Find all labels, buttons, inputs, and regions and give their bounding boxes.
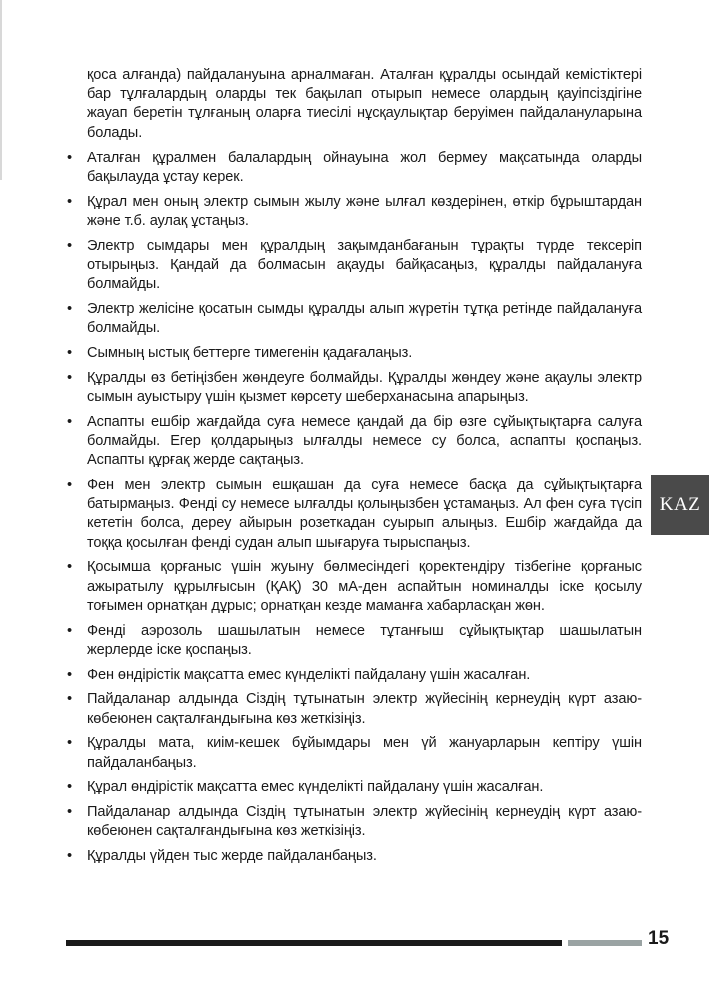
bullet-item <box>66 734 642 772</box>
language-tab-kaz: KAZ <box>651 475 709 535</box>
bullet-icon: • <box>67 559 73 576</box>
bullet-icon: • <box>67 149 73 166</box>
bullet-item <box>66 300 642 338</box>
bullet-text: Құралды мата, киім-кешек бұйымдары мен үй жануарларын кептіру үшін пайдаланбаңыз. <box>87 735 642 771</box>
footer-rule-light <box>568 940 642 946</box>
bullet-item <box>66 193 642 231</box>
bullet-text: Сымның ыстық беттерге тимегенін қадағалаңыз. <box>87 345 413 362</box>
bullet-icon: • <box>67 237 73 254</box>
bullet-text: Қосымша қорғаныс үшін жуыну бөлмесіндегі қоректендіру тізбегіне қорғаныс ажыратылу құрылғысын (ҚАҚ) 30 мА-ден аспайтын номиналды іске қосылу тоғымен орнатқан дұрыс; орнатқан кезде маманға хабарласқан жөн. <box>87 559 642 614</box>
bullet-text: Құрал өндірістік мақсатта емес күнделікті пайдалану үшін жасалған. <box>87 779 544 796</box>
footer-rule-dark <box>66 940 562 946</box>
bullet-text: Аталған құралмен балалардың ойнауына жол бермеу мақсатында оларды бақылауда ұстау керек. <box>87 149 642 186</box>
intro-paragraph: қоса алғанда) пайдалануына арналмаған. Аталған құралды осындай кемістіктері бар тұлғалардың оларды тек бақылап отырып немесе олардың қауіпсіздігіне жауап беретін тұлғаның оларға тиесілі нұсқаулықтар беруімен пайдалануларына болады. <box>87 67 642 141</box>
bullet-icon: • <box>67 666 73 683</box>
bullet-icon: • <box>67 622 73 639</box>
bullet-icon: • <box>67 691 73 708</box>
bullet-text: Құралды үйден тыс жерде пайдаланбаңыз. <box>87 848 377 865</box>
bullet-icon: • <box>67 193 73 210</box>
bullet-text: Электр сымдары мен құралдың зақымданбағанын тұрақты түрде тексеріп отырыңыз. Қандай да болмасын ақауды байқасаңыз, құралды пайдалануға болмайды. <box>87 237 642 293</box>
bullet-text: Пайдаланар алдында Сіздің тұтынатын электр жүйесінің кернеудің күрт азаю-көбеюнен сақталғандығына көз жеткізіңіз. <box>87 691 642 727</box>
safety-bullet-list <box>66 149 642 867</box>
bullet-text: Электр желісіне қосатын сымды құралды алып жүретін тұтқа ретінде пайдалануға болмайды. <box>87 301 642 337</box>
bullet-icon: • <box>67 848 73 865</box>
bullet-item <box>66 803 642 841</box>
bullet-item <box>66 847 642 866</box>
bullet-item <box>66 344 642 363</box>
bullet-item <box>66 149 642 187</box>
bullet-icon: • <box>67 735 73 752</box>
bullet-icon: • <box>67 369 73 386</box>
bullet-text: Фенді аэрозоль шашылатын немесе тұтанғыш сұйықтықтар шашылатын жерлерде іске қоспаңыз. <box>87 622 642 658</box>
bullet-item <box>66 666 642 685</box>
bullet-icon: • <box>67 779 73 796</box>
bullet-icon: • <box>67 804 73 821</box>
bullet-text: Аспапты ешбір жағдайда суға немесе қандай да бір өзге сұйықтықтарға салуға болмайды. Егер қолдарыңыз ылғалды немесе су болса, аспапты қоспаңыз. Аспапты құрғақ жерде сақтаңыз. <box>87 413 642 469</box>
bullet-item <box>66 778 642 797</box>
bullet-icon: • <box>67 345 73 362</box>
page-edge-mark <box>0 0 2 180</box>
bullet-text: Құралды өз бетіңізбен жөндеуге болмайды. Құралды жөндеу және ақаулы электр сымын ауыстыру үшін қызмет көрсету шеберханасына апарыңыз. <box>87 369 642 406</box>
bullet-item <box>66 369 642 407</box>
bullet-icon: • <box>67 301 73 318</box>
bullet-item <box>66 413 642 471</box>
bullet-text: Пайдаланар алдында Сіздің тұтынатын электр жүйесінің кернеудің күрт азаю-көбеюнен сақталғандығына көз жеткізіңіз. <box>87 804 642 840</box>
bullet-text: Фен өндірістік мақсатта емес күнделікті пайдалану үшін жасалған. <box>87 666 531 683</box>
bullet-item <box>66 476 642 553</box>
bullet-icon: • <box>67 413 73 430</box>
bullet-item <box>66 558 642 616</box>
bullet-item <box>66 690 642 728</box>
bullet-item <box>66 622 642 660</box>
bullet-item <box>66 237 642 295</box>
page-content <box>66 66 642 872</box>
page-number: 15 <box>648 928 670 949</box>
bullet-text: Фен мен электр сымын ешқашан да суға немесе басқа да сұйықтықтарға батырмаңыз. Фенді су немесе ылғалды қолыңызбен ұстамаңыз. Ал фен суға түсіп кететін болса, дереу айырын розеткадан суырып алыңыз. Ешбір жағдайда да тоққа қосылған фенді судан алып шығаруға тырыспаңыз. <box>87 477 642 551</box>
bullet-text: Құрал мен оның электр сымын жылу және ылғал көздерінен, өткір бұрыштардан және т.б. аулақ ұстаңыз. <box>87 193 642 230</box>
bullet-icon: • <box>67 477 73 494</box>
